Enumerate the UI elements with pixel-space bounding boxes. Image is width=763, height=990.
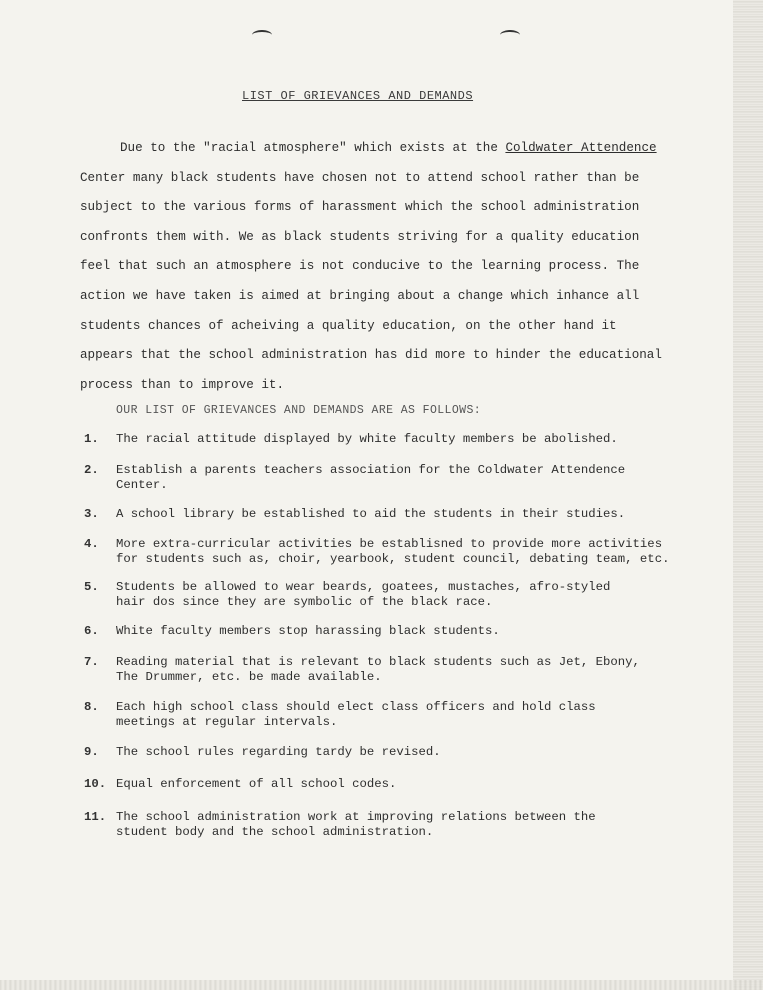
item-number: 1. [84,432,99,446]
document-title: LIST OF GRIEVANCES AND DEMANDS [242,89,474,103]
hole-punch-mark-right [500,30,520,40]
item-text: Each high school class should elect class officers and hold class [116,700,596,714]
item-number: 10. [84,777,107,791]
intro-line-2: Center many black students have chosen not to attend school rather than be [80,170,640,185]
hole-punch-mark-left [252,30,272,40]
scan-edge-right [733,0,763,990]
intro-line-4: confronts them with. We as black students striving for a quality education [80,229,640,244]
intro-line-6: action we have taken is aimed at bringing about a change which inhance all [80,288,640,303]
item-text: The school administration work at improving relations between the [116,810,596,824]
item-text: White faculty members stop harassing black students. [116,624,500,638]
item-number: 7. [84,655,99,669]
intro-line-7: students chances of acheiving a quality education, on the other hand it [80,318,617,333]
item-number: 4. [84,537,99,551]
item-text: More extra-curricular activities be establisned to provide more activities [116,537,663,551]
item-number: 8. [84,700,99,714]
item-text-cont: The Drummer, etc. be made available. [116,670,382,684]
item-text-cont: meetings at regular intervals. [116,715,338,729]
item-text-cont: for students such as, choir, yearbook, student council, debating team, etc. [116,552,670,566]
item-text: The school rules regarding tardy be revised. [116,745,441,759]
scan-edge-bottom [0,980,763,990]
item-text-cont: hair dos since they are symbolic of the black race. [116,595,493,609]
item-number: 9. [84,745,99,759]
school-name-underlined: Coldwater Attendence [505,141,657,155]
item-number: 11. [84,810,107,824]
intro-paragraph [80,134,665,400]
item-text: Equal enforcement of all school codes. [116,777,397,791]
item-text: Students be allowed to wear beards, goatees, mustaches, afro-styled [116,580,611,594]
item-number: 2. [84,463,99,477]
intro-line-8: appears that the school administration has did more to hinder the educational [80,348,662,363]
intro-line-1: Due to the "racial atmosphere" which exists at the Coldwater Attendence [120,141,657,155]
item-text-cont: Center. [116,478,168,492]
item-number: 6. [84,624,99,638]
item-text: Reading material that is relevant to black students such as Jet, Ebony, [116,655,640,669]
list-subheading: OUR LIST OF GRIEVANCES AND DEMANDS ARE AS FOLLOWS: [116,404,482,417]
intro-line-9: process than to improve it. [80,377,285,392]
item-text: Establish a parents teachers association for the Coldwater Attendence [116,463,626,477]
intro-line-5: feel that such an atmosphere is not conducive to the learning process. The [80,259,640,274]
item-number: 5. [84,580,99,594]
item-text: A school library be established to aid the students in their studies. [116,507,626,521]
item-text: The racial attitude displayed by white faculty members be abolished. [116,432,618,446]
intro-line-3: subject to the various forms of harassment which the school administration [80,200,640,215]
item-text-cont: student body and the school administration. [116,825,434,839]
item-number: 3. [84,507,99,521]
